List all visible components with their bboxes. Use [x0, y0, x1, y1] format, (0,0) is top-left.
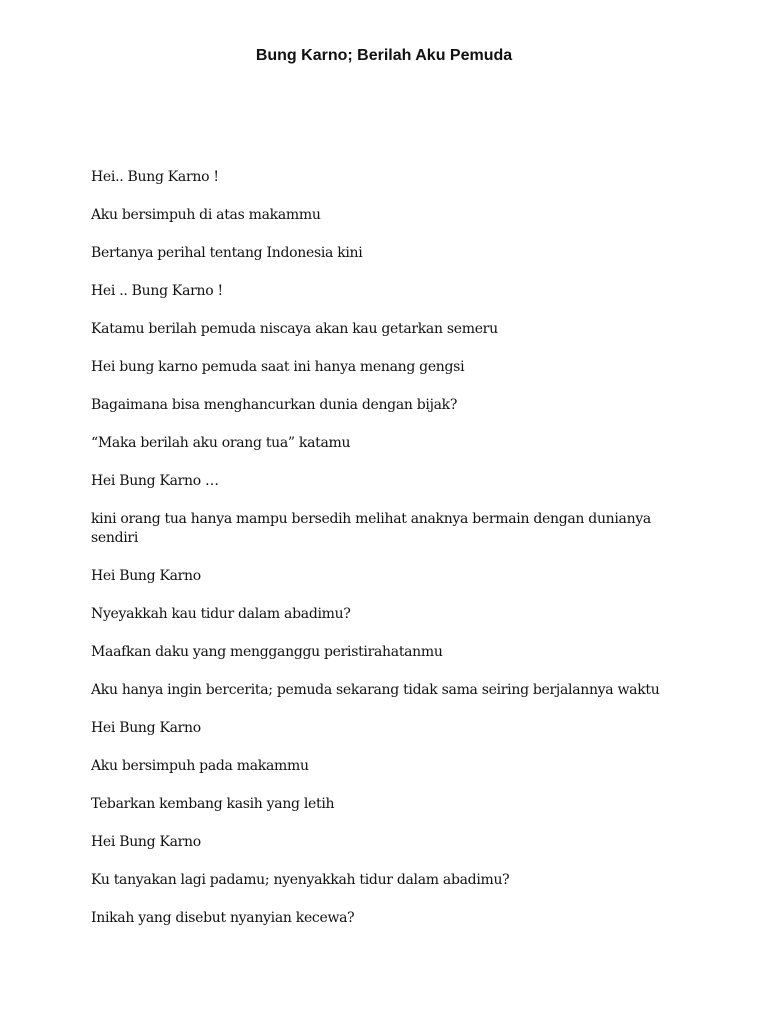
poem-line: Hei Bung Karno [91, 568, 201, 584]
poem-line: kini orang tua hanya mampu bersedih melihat anaknya bermain dengan dunianya sendiri [91, 511, 651, 546]
poem-line: Hei bung karno pemuda saat ini hanya menang gengsi [91, 359, 465, 375]
poem-line: Hei .. Bung Karno ! [91, 283, 223, 299]
poem-line: Hei.. Bung Karno ! [91, 169, 219, 185]
poem-line: Aku bersimpuh di atas makammu [91, 207, 321, 223]
poem-line: Bertanya perihal tentang Indonesia kini [91, 245, 363, 261]
poem-line: Ku tanyakan lagi padamu; nyenyakkah tidur dalam abadimu? [91, 872, 510, 888]
poem-line: Maafkan daku yang mengganggu peristirahatanmu [91, 644, 443, 660]
poem-line: Tebarkan kembang kasih yang letih [91, 796, 335, 812]
poem-line: Aku hanya ingin bercerita; pemuda sekarang tidak sama seiring berjalannya waktu [91, 682, 660, 698]
poem-line: Hei Bung Karno … [91, 473, 219, 489]
poem-line: Katamu berilah pemuda niscaya akan kau getarkan semeru [91, 321, 498, 337]
document-title: Bung Karno; Berilah Aku Pemuda [255, 47, 513, 64]
poem-line: Bagaimana bisa menghancurkan dunia dengan bijak? [91, 397, 458, 413]
poem-line: Nyeyakkah kau tidur dalam abadimu? [91, 606, 351, 622]
poem-line: Hei Bung Karno [91, 834, 201, 850]
poem-line: “Maka berilah aku orang tua” katamu [91, 435, 351, 451]
poem-body [91, 168, 691, 947]
poem-line: Aku bersimpuh pada makammu [91, 758, 309, 774]
poem-line: Hei Bung Karno [91, 720, 201, 736]
poem-line: Inikah yang disebut nyanyian kecewa? [91, 910, 355, 926]
